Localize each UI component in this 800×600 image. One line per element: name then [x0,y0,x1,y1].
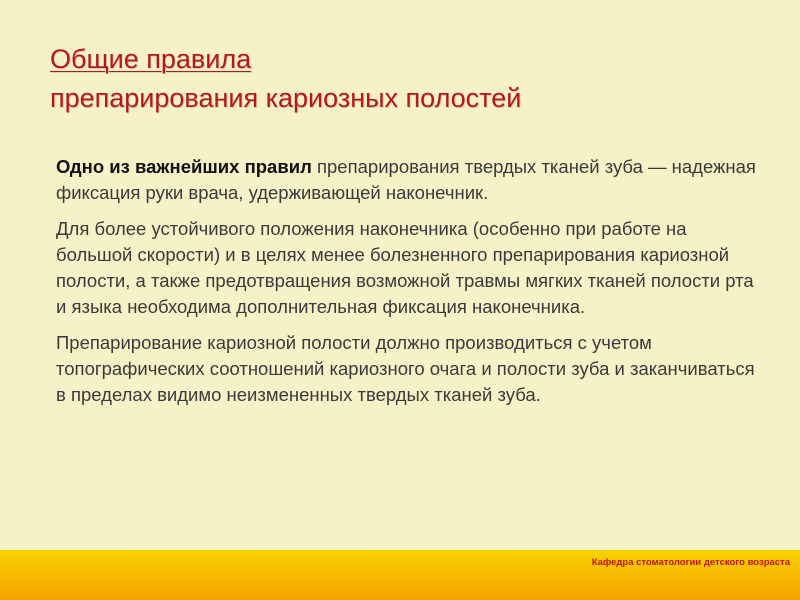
body-paragraph-1 [56,154,756,206]
body-paragraph-3-text: Препарирование кариозной полости должно производиться с учетом топографических соотношений кариозного очага и полости зуба и заканчиваться в пределах видимо неизмененных твердых тканей зуба. [56,332,755,405]
slide-body [56,154,756,418]
body-paragraph-3 [56,330,756,408]
slide-title-line1: Общие правила [50,44,252,74]
body-paragraph-1-text: препарирования твердых тканей зуба — надежная фиксация руки врача, удерживающей наконечник. [56,156,756,203]
body-paragraph-2 [56,216,756,320]
body-paragraph-1-emphasis: Одно из важнейших правил [56,156,312,177]
slide-title-line2: препарирования кариозных полостей [50,83,522,113]
footer-department-label: Кафедра стоматологии детского возраста [591,557,790,568]
body-paragraph-2-text: Для более устойчивого положения наконечника (особенно при работе на большой скорости) и в целях менее болезненного препарирования кариозной полости, а также предотвращения возможной травмы мягких тканей полости рта и языка необходима дополнительная фиксация наконечника. [56,218,754,317]
slide-title [50,40,770,118]
